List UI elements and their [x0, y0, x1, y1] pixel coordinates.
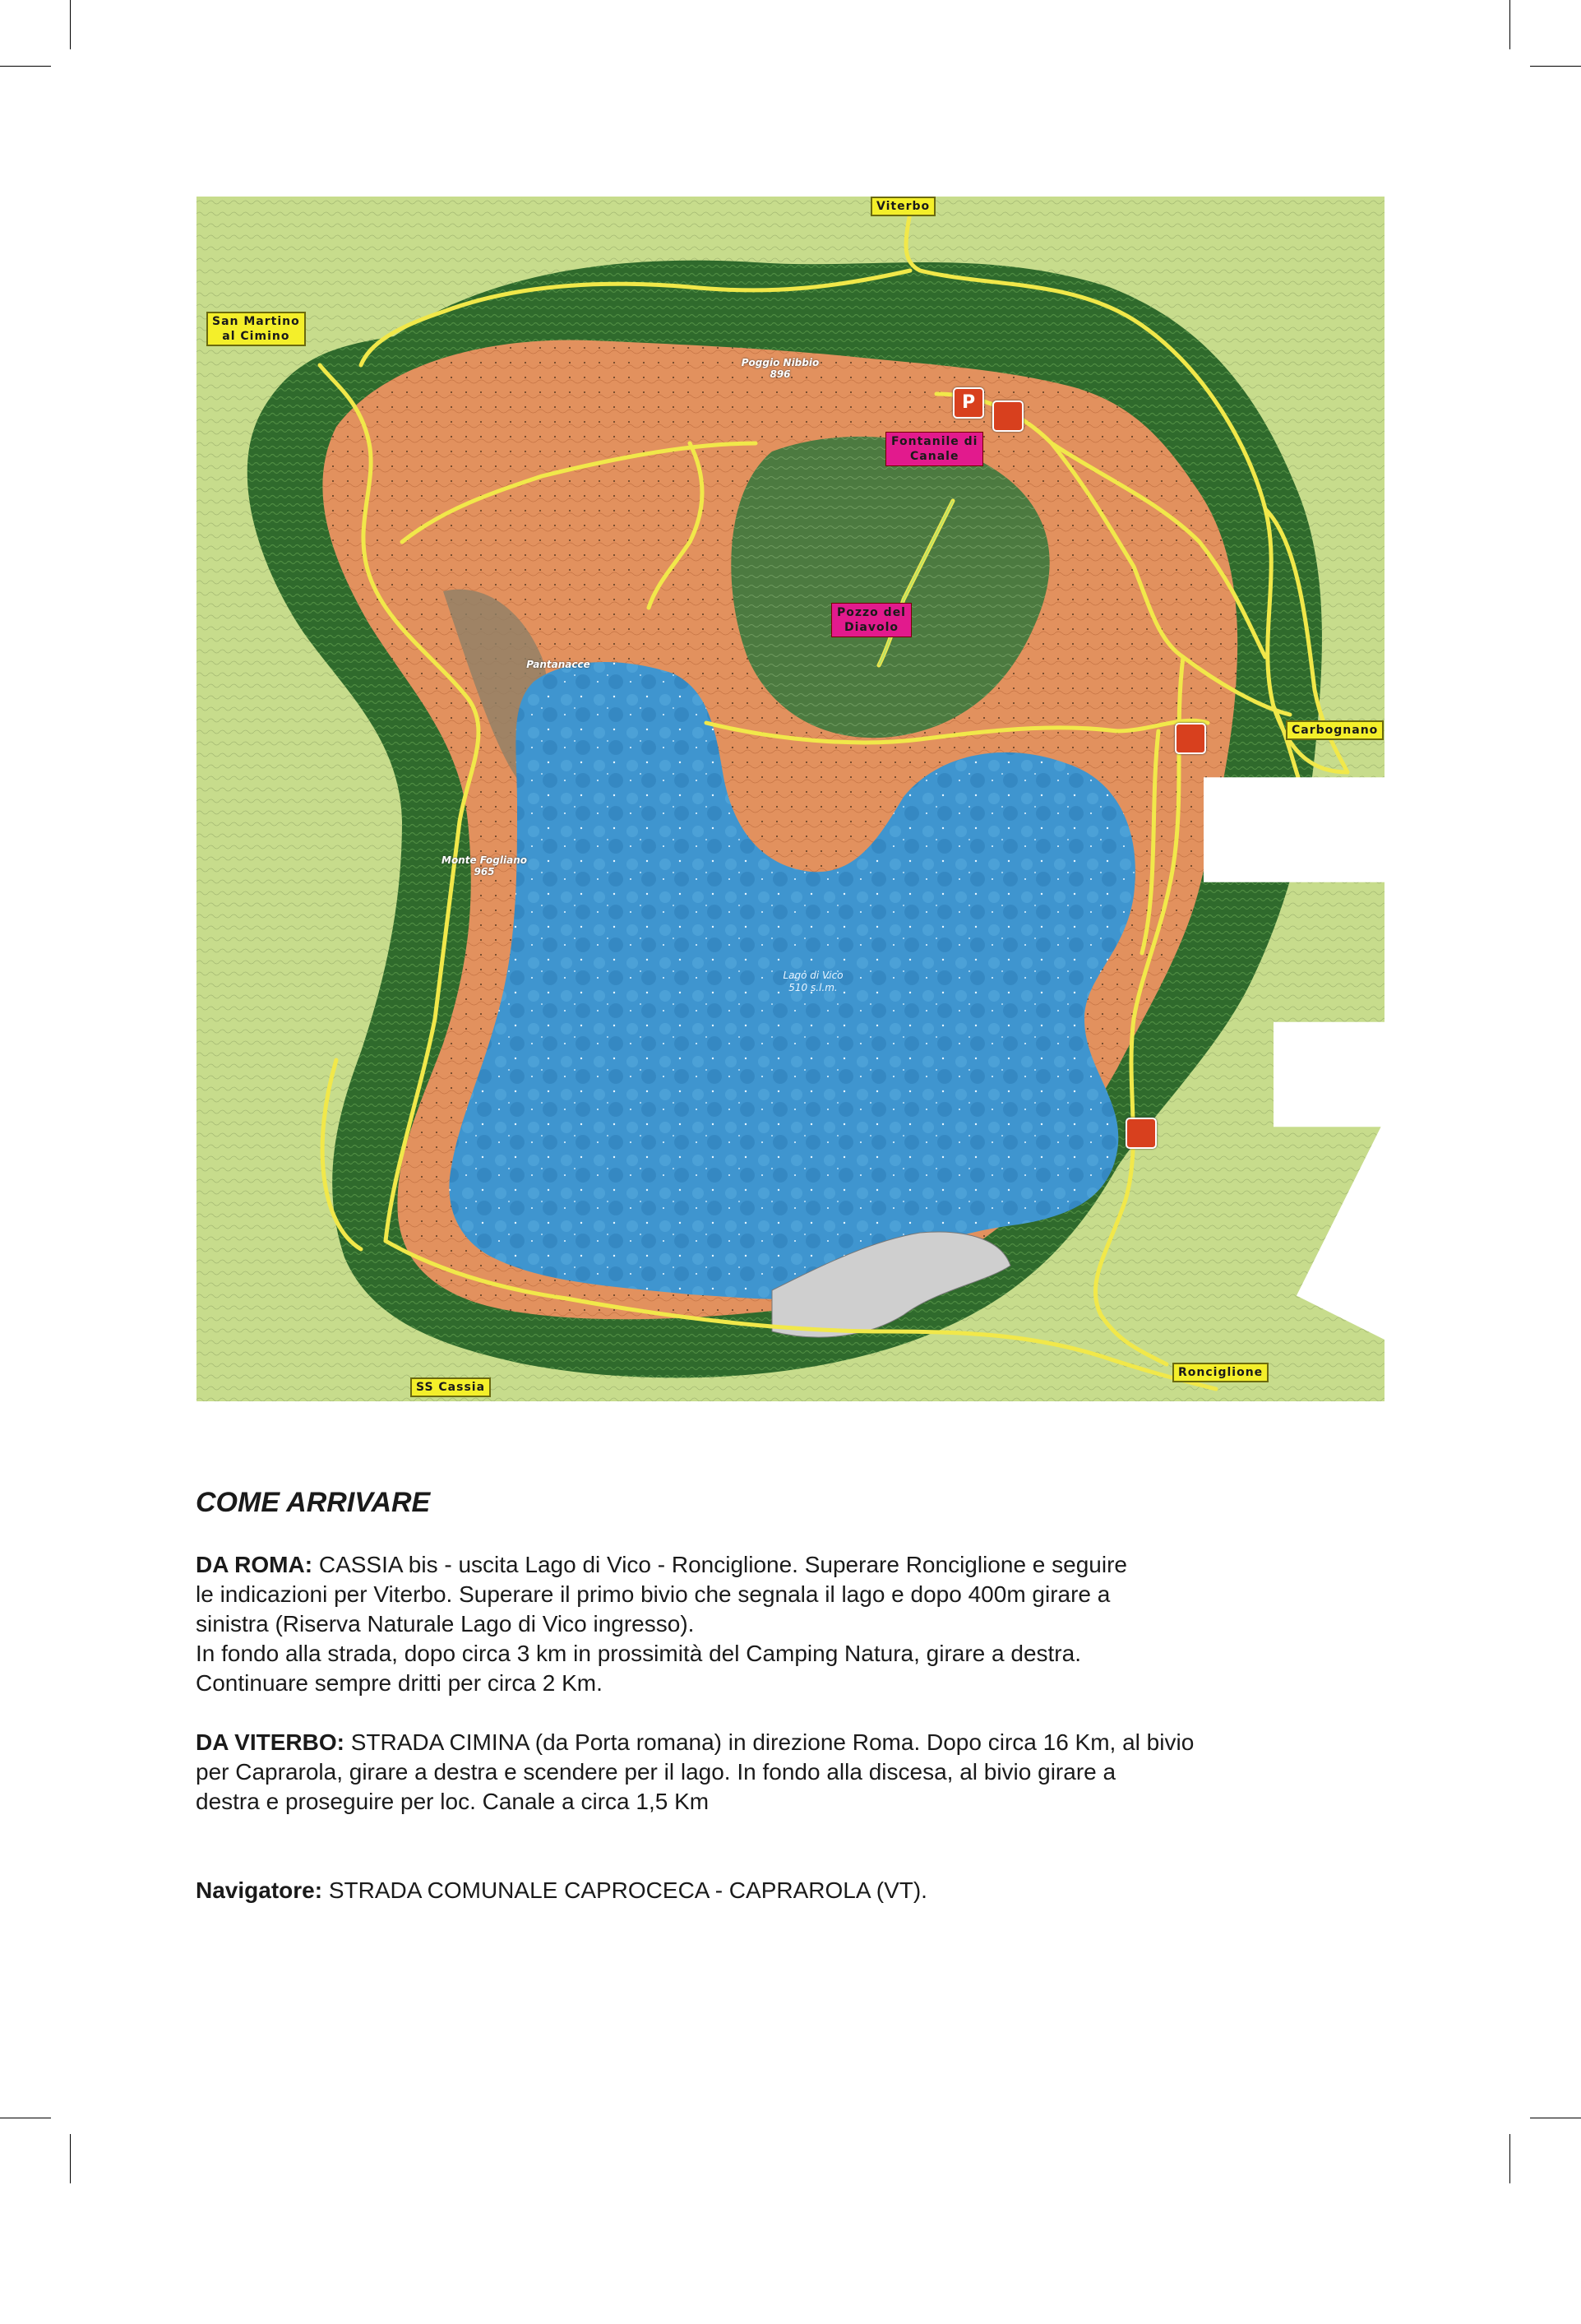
place-label-caprarola: Caprarola: [1298, 854, 1380, 874]
feature-label-line: Diavolo: [844, 621, 899, 634]
feature-label-line: Canale: [910, 450, 959, 463]
navigatore-address: STRADA COMUNALE CAPROCECA - CAPRAROLA (VT).: [322, 1877, 927, 1903]
crop-mark: [70, 2134, 71, 2183]
place-label-line: al Cimino: [222, 330, 290, 343]
feature-label-line: Fontanile di: [891, 435, 978, 448]
directions-roma-line5: Continuare sempre dritti per circa 2 Km.: [196, 1670, 603, 1696]
label-monte-fogliano: [435, 854, 534, 877]
place-label-ronciglione: Ronciglione: [1172, 1363, 1269, 1382]
feature-label-fontanile: [885, 432, 983, 466]
directions-roma-label: DA ROMA:: [196, 1552, 313, 1577]
lake-vico-map: [196, 197, 1385, 1401]
directions-roma-line3: sinistra (Riserva Naturale Lago di Vico ingresso).: [196, 1611, 695, 1637]
navigatore-label: Navigatore:: [196, 1877, 323, 1903]
place-label-viterbo: Viterbo: [871, 197, 936, 216]
directions-viterbo-line3: destra e proseguire per loc. Canale a circa 1,5 Km: [196, 1789, 710, 1814]
crop-mark: [1530, 66, 1581, 67]
directions-roma-line1: CASSIA bis - uscita Lago di Vico - Ronciglione. Superare Ronciglione e seguire: [312, 1552, 1127, 1577]
section-title: COME ARRIVARE: [196, 1487, 431, 1518]
place-label-san-martino: [206, 312, 306, 346]
directions-navigatore: [196, 1876, 1396, 1905]
label-poggio-nibbio: [739, 357, 821, 380]
parking-icon: P: [953, 387, 984, 419]
feature-label-line: Pozzo del: [837, 606, 906, 619]
label-lago-di-vico: [772, 970, 854, 994]
label-line: 510 s.l.m.: [788, 982, 838, 993]
place-label-ss-cassia: SS Cassia: [410, 1377, 491, 1397]
directions-roma-line2: le indicazioni per Viterbo. Superare il primo bivio che segnala il lago e dopo 400m girare a: [196, 1581, 1111, 1607]
label-line: 965: [474, 866, 495, 877]
label-line: 896: [770, 368, 791, 380]
place-label-carbognano: Carbognano: [1286, 720, 1384, 740]
crop-mark: [1509, 0, 1510, 49]
label-line: Poggio Nibbio: [741, 357, 820, 368]
crop-mark: [0, 66, 51, 67]
directions-roma: [196, 1550, 1396, 1698]
picnic-table-icon: [992, 400, 1024, 432]
place-label-line: San Martino: [212, 315, 300, 328]
label-line: Lago di Vico: [783, 970, 844, 981]
label-line: Monte Fogliano: [441, 854, 527, 866]
lodging-icon: [1126, 1118, 1157, 1149]
feature-label-pozzo: [831, 603, 912, 637]
crop-mark: [70, 0, 71, 49]
directions-roma-line4: In fondo alla strada, dopo circa 3 km in prossimità del Camping Natura, girare a destra.: [196, 1641, 1081, 1666]
directions-viterbo-label: DA VITERBO:: [196, 1729, 344, 1755]
directions-viterbo-line2: per Caprarola, girare a destra e scendere per il lago. In fondo alla discesa, al bivio girare a: [196, 1759, 1116, 1785]
directions-viterbo: [196, 1728, 1396, 1817]
camping-tent-icon: [1175, 723, 1206, 754]
label-pantanacce: Pantanacce: [526, 659, 590, 670]
directions-viterbo-line1: STRADA CIMINA (da Porta romana) in direzione Roma. Dopo circa 16 Km, al bivio: [344, 1729, 1195, 1755]
directions-section: [196, 1487, 1396, 1905]
